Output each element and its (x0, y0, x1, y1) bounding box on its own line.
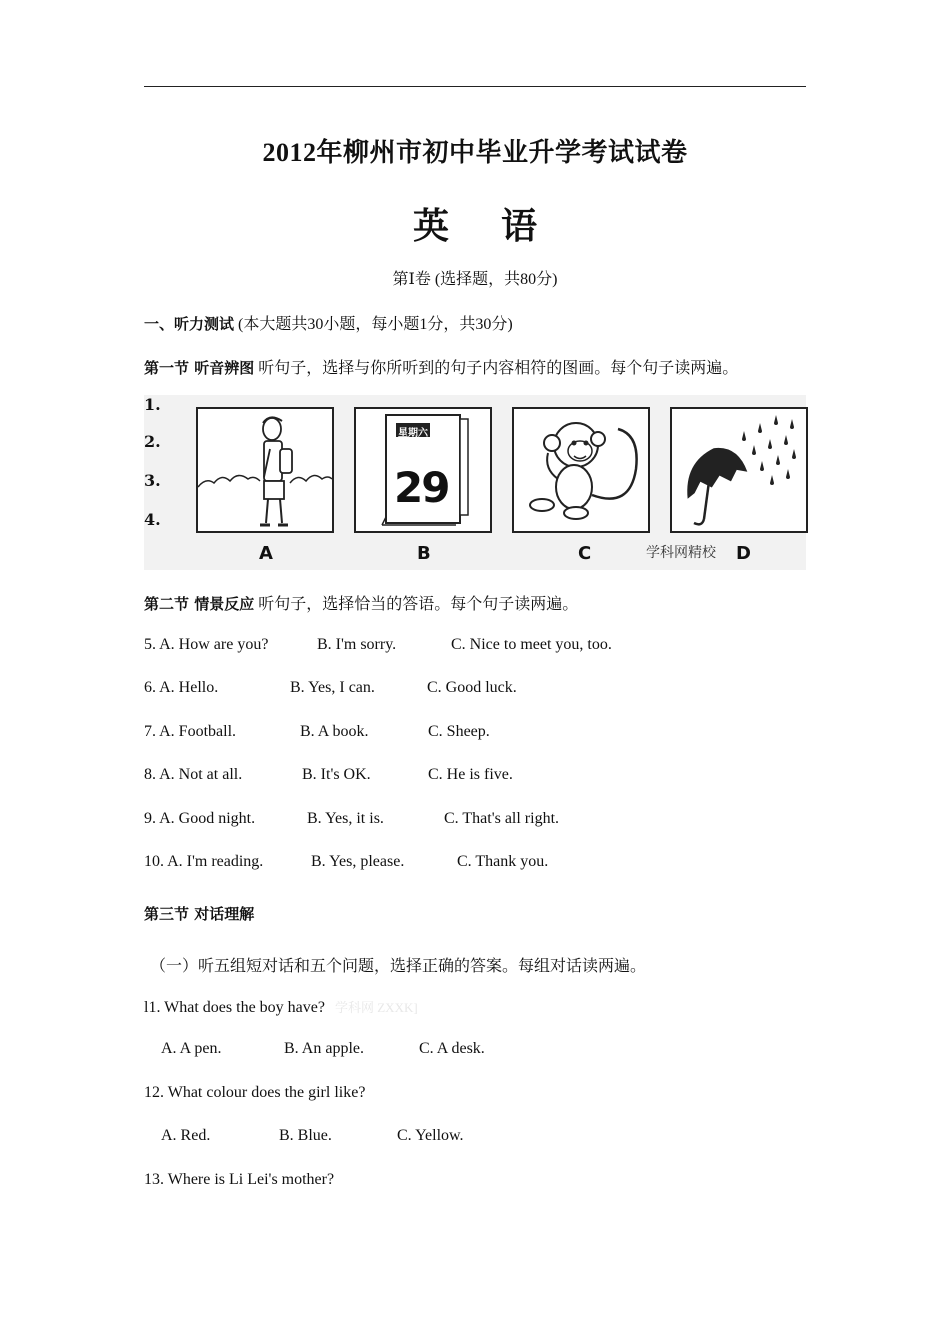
picture-number: 2. (144, 432, 161, 451)
question-11-options (161, 1040, 485, 1058)
subsection2-heading: 第二节 情景反应 (144, 595, 255, 613)
walking-boy-icon (198, 409, 332, 531)
picture-d (670, 407, 808, 533)
question-row (144, 636, 612, 654)
question-11 (144, 997, 418, 1017)
header-rule (144, 86, 806, 87)
picture-label: D (736, 543, 751, 564)
option-a: 8. A. Not at all. (144, 766, 243, 783)
subsection1-heading: 第一节 听音辨图 (144, 359, 255, 377)
option-b: B. Blue. (279, 1127, 332, 1144)
option-b: B. Yes, it is. (307, 810, 384, 827)
exam-title: 2012年柳州市初中毕业升学考试试卷 (262, 138, 688, 167)
option-b: B. An apple. (284, 1040, 364, 1057)
picture-number: 3. (144, 471, 161, 490)
option-c: C. Good luck. (427, 679, 517, 696)
question-row (144, 810, 559, 828)
option-c: C. He is five. (428, 766, 513, 783)
subsection1-instruction: 听句子，选择与你所听到的句子内容相符的图画。每个句子读两遍。 (254, 360, 739, 377)
option-a: 10. A. I'm reading. (144, 853, 264, 870)
question-13-text: 13. Where is Li Lei's mother? (144, 1171, 335, 1188)
subsection2-instruction: 听句子，选择恰当的答语。每个句子读两遍。 (254, 596, 579, 613)
option-b: B. It's OK. (302, 766, 371, 783)
option-a: 9. A. Good night. (144, 810, 256, 827)
option-b: B. A book. (300, 723, 369, 740)
option-c: C. Thank you. (457, 853, 549, 870)
picture-b (354, 407, 492, 533)
option-a: 6. A. Hello. (144, 679, 219, 696)
option-a: A. A pen. (161, 1040, 222, 1057)
calendar-day: 29 (394, 463, 449, 512)
option-c: C. Yellow. (397, 1127, 464, 1144)
rain-umbrella-icon (672, 409, 806, 531)
picture-number: 4. (144, 510, 161, 529)
subject-char-1: 英 (412, 206, 449, 246)
option-c: C. Nice to meet you, too. (451, 636, 612, 653)
faint-watermark: 学科网 ZXXK] (334, 1000, 418, 1015)
option-c: C. That's all right. (444, 810, 560, 827)
part-heading: 第Ⅰ卷 (选择题，共80分) (392, 271, 558, 288)
subsection3-heading (144, 903, 254, 924)
question-row (144, 853, 548, 871)
question-row (144, 766, 513, 784)
question-row (144, 679, 517, 697)
section1-line (144, 311, 513, 334)
question-row (144, 723, 490, 741)
section1-heading: 一、听力测试 (144, 315, 235, 333)
option-c: C. Sheep. (428, 723, 490, 740)
question-12-options (161, 1127, 464, 1145)
section1-note: (本大题共30小题，每小题1分，共30分) (234, 316, 513, 333)
picture-label: A (259, 543, 273, 564)
monkey-icon (514, 409, 648, 531)
option-a: A. Red. (161, 1127, 211, 1144)
picture-label: B (417, 543, 431, 564)
option-b: B. Yes, please. (311, 853, 405, 870)
option-a: 5. A. How are you? (144, 636, 269, 653)
calendar-weekday: 星期六 (398, 428, 428, 439)
picture-a (196, 407, 334, 533)
watermark-text: 学科网精校 (646, 545, 716, 561)
subsection3-instruction: （一）听五组短对话和五个问题，选择正确的答案。每组对话读两遍。 (150, 958, 647, 975)
question-11-text: l1. What does the boy have? (144, 999, 325, 1016)
subsection3-heading-text: 第三节 对话理解 (144, 905, 255, 923)
question-12-text: 12. What colour does the girl like? (144, 1084, 366, 1101)
option-a: 7. A. Football. (144, 723, 237, 740)
option-b: B. Yes, I can. (290, 679, 375, 696)
subsection2-line (144, 591, 578, 614)
subject-char-2: 语 (501, 206, 538, 246)
subsection1-line (144, 355, 738, 378)
option-c: C. A desk. (419, 1040, 485, 1057)
picture-number: 1. (144, 395, 161, 414)
option-b: B. I'm sorry. (317, 636, 397, 653)
subject-title (0, 198, 950, 249)
picture-c (512, 407, 650, 533)
picture-label: C (578, 543, 592, 564)
listening-pictures (144, 395, 806, 570)
